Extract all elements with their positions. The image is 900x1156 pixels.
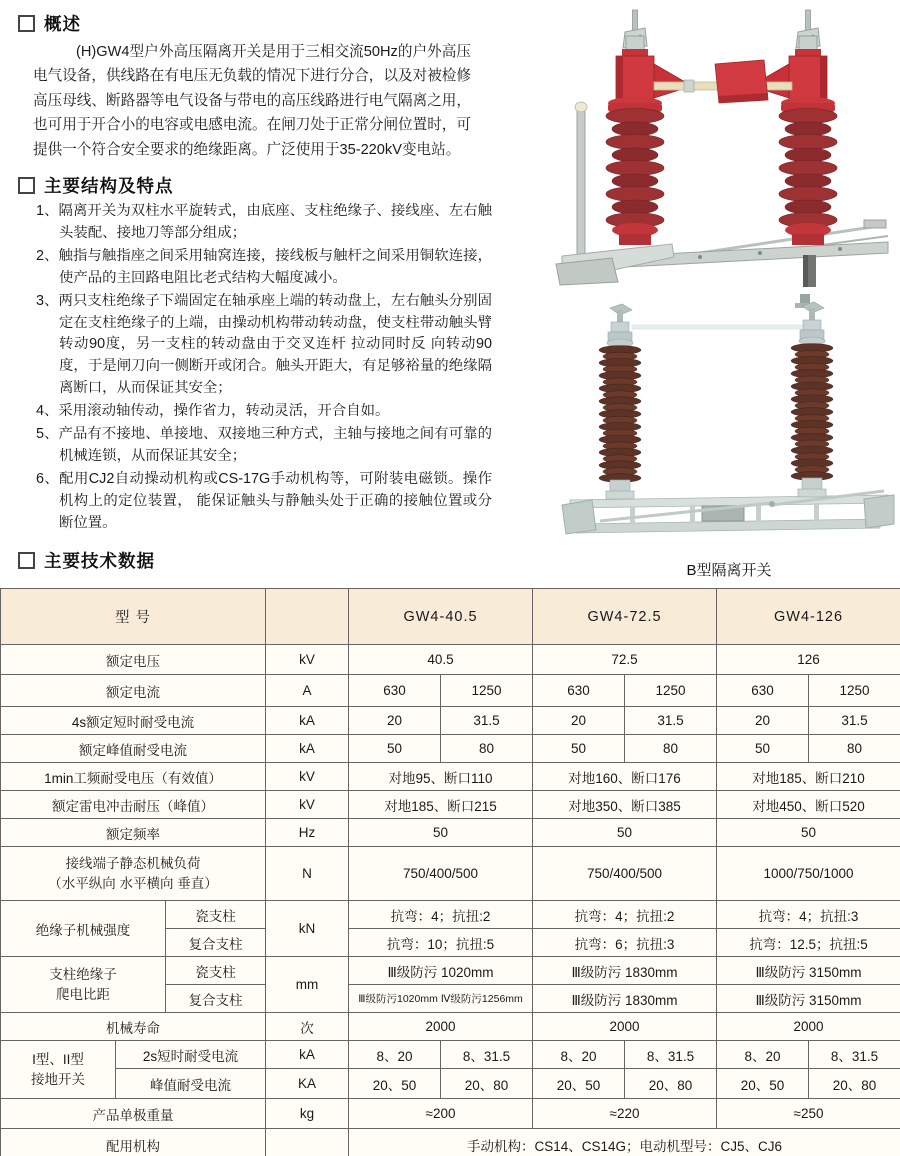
spec-value: 20 (533, 707, 625, 735)
spec-label: 产品单极重量 (1, 1099, 266, 1129)
spec-value: Ⅲ级防污 1830mm (533, 957, 717, 985)
spec-value: 20、50 (717, 1069, 809, 1099)
table-row (1, 1069, 900, 1099)
spec-unit: A (266, 675, 349, 707)
spec-value: 1250 (625, 675, 717, 707)
spec-value: 1000/750/1000 (717, 847, 900, 901)
type-a-switch-photo (550, 6, 900, 288)
spec-label: 4s额定短时耐受电流 (1, 707, 266, 735)
spec-sublabel: 复合支柱 (166, 929, 266, 957)
table-row (1, 735, 900, 763)
top-crossbar (632, 325, 802, 329)
spec-value: 8、20 (717, 1041, 809, 1069)
square-bullet-icon (18, 552, 35, 569)
spec-unit: kV (266, 645, 349, 675)
table-row (1, 675, 900, 707)
feature-item: 3、两只支柱绝缘子下端固定在轴承座上端的转动盘上，左右触头分别固定在支柱绝缘子的上端，由操动机构带动转动盘，使支柱带动触头臂转动90度，另一支柱的转动盘由于交叉连杆 拉动同时反 向转动90度，于是闸刀向一侧断开或闭合。触头开距大，有足够裕量的绝缘隔离断口，从而保证其安全； (36, 292, 492, 397)
spec-value: 750/400/500 (533, 847, 717, 901)
spec-label-line: I型、II型 (32, 1051, 84, 1067)
spec-value: 630 (533, 675, 625, 707)
model-name: GW4-40.5 (349, 589, 533, 645)
spec-label: 配用机构 (1, 1129, 266, 1156)
insulator-column (599, 304, 641, 499)
spec-sublabel: 复合支柱 (166, 985, 266, 1013)
spec-value: 80 (809, 735, 900, 763)
spec-label-line: （水平纵向 水平横向 垂直） (48, 875, 218, 891)
model-name: GW4-126 (717, 589, 900, 645)
spec-sublabel: 2s短时耐受电流 (116, 1041, 266, 1069)
spec-value: 2000 (533, 1013, 717, 1041)
spec-value: 40.5 (349, 645, 533, 675)
spec-value: Ⅲ级防污 3150mm (717, 957, 900, 985)
spec-value: 31.5 (441, 707, 533, 735)
spec-value: 20、80 (441, 1069, 533, 1099)
spec-value: 2000 (349, 1013, 533, 1041)
spec-unit: kA (266, 735, 349, 763)
spec-unit: KA (266, 1069, 349, 1099)
insulator-column (791, 302, 833, 497)
spec-value: 对地95、断口110 (349, 763, 533, 791)
table-row (1, 1129, 900, 1156)
spec-value: 50 (717, 735, 809, 763)
spec-label (1, 847, 266, 901)
feature-item: 1、隔离开关为双柱水平旋转式，由底座、支柱绝缘子、接线座、左右触头装配、接地刀等部分组成； (36, 203, 492, 241)
spec-label: 额定雷电冲击耐压（峰值） (1, 791, 266, 819)
spec-unit: kg (266, 1099, 349, 1129)
spec-value: 50 (349, 819, 533, 847)
feature-item: 4、采用滚动轴传动，操作省力，转动灵活，开合自如。 (36, 403, 390, 420)
spec-value: 抗弯：10；抗扭:5 (349, 929, 533, 957)
spec-label: 额定电流 (1, 675, 266, 707)
spec-label (1, 957, 166, 1013)
spec-value: Ⅲ级防污 1830mm (533, 985, 717, 1013)
spec-value: 抗弯：4；抗扭:2 (349, 901, 533, 929)
spec-value: 1250 (809, 675, 900, 707)
features-list (36, 201, 492, 536)
spec-label: 额定电压 (1, 645, 266, 675)
spec-sublabel: 峰值耐受电流 (116, 1069, 266, 1099)
spec-unit-empty (266, 1129, 349, 1156)
spec-value: 750/400/500 (349, 847, 533, 901)
spec-value: 抗弯：4；抗扭:3 (717, 901, 900, 929)
spec-value: 对地160、断口176 (533, 763, 717, 791)
feature-item: 6、配用CJ2自动操动机构或CS-17G手动机构等，可附装电磁锁。操作机构上的定位装置， 能保证触头与静触头处于正确的接触位置或分断位置。 (36, 470, 492, 531)
spec-value: 126 (717, 645, 900, 675)
table-row (1, 791, 900, 819)
type-b-photo-caption: B型隔离开关 (686, 562, 772, 579)
table-row (1, 1041, 900, 1069)
table-row (1, 589, 900, 645)
table-row (1, 707, 900, 735)
spec-value: 8、31.5 (441, 1041, 533, 1069)
spec-header-unit (266, 589, 349, 645)
spec-value: 20、50 (533, 1069, 625, 1099)
insulator-column (606, 10, 692, 245)
spec-unit: kA (266, 707, 349, 735)
spec-value: 20、80 (625, 1069, 717, 1099)
spec-unit: kV (266, 791, 349, 819)
square-bullet-icon (18, 177, 35, 194)
model-name: GW4-72.5 (533, 589, 717, 645)
spec-value: Ⅲ级防污 3150mm (717, 985, 900, 1013)
spec-unit: 次 (266, 1013, 349, 1041)
spec-value: 8、20 (349, 1041, 441, 1069)
table-row (1, 819, 900, 847)
spec-unit: Hz (266, 819, 349, 847)
spec-value: ≈220 (533, 1099, 717, 1129)
table-row (1, 847, 900, 901)
spec-value: 8、31.5 (625, 1041, 717, 1069)
spec-value: 630 (717, 675, 809, 707)
table-row (1, 1099, 900, 1129)
spec-value: ≈250 (717, 1099, 900, 1129)
spec-value: 50 (349, 735, 441, 763)
spec-value: 50 (717, 819, 900, 847)
spec-value: 630 (349, 675, 441, 707)
spec-value: ≈200 (349, 1099, 533, 1129)
overview-title: 概述 (44, 14, 81, 34)
spec-value: 20、50 (349, 1069, 441, 1099)
spec-label: 机械寿命 (1, 1013, 266, 1041)
spec-value: 20 (717, 707, 809, 735)
spec-label-line: 支柱绝缘子 (49, 966, 117, 982)
spec-value: 抗弯：6；抗扭:3 (533, 929, 717, 957)
spec-label-line: 接线端子静态机械负荷 (65, 855, 201, 871)
tech-data-title: 主要技术数据 (44, 551, 155, 571)
spec-value: 手动机构：CS14、CS14G；电动机型号：CJ5、CJ6 (349, 1129, 900, 1156)
spec-value: 80 (625, 735, 717, 763)
spec-value: Ⅲ级防污1020mm Ⅳ级防污1256mm (349, 985, 533, 1013)
spec-label-line: 爬电比距 (56, 986, 110, 1002)
table-row (1, 901, 900, 929)
spec-value: 对地185、断口210 (717, 763, 900, 791)
spec-value: 80 (441, 735, 533, 763)
spec-label-line: 接地开关 (31, 1071, 85, 1087)
spec-value: 72.5 (533, 645, 717, 675)
spec-unit: kV (266, 763, 349, 791)
spec-value: 20、80 (809, 1069, 900, 1099)
spec-value: 抗弯：12.5；抗扭:5 (717, 929, 900, 957)
spec-label: 绝缘子机械强度 (1, 901, 166, 957)
spec-value: 50 (533, 735, 625, 763)
spec-table (0, 588, 900, 1156)
square-bullet-icon (18, 15, 35, 32)
table-row (1, 1013, 900, 1041)
spec-header-model: 型 号 (1, 589, 266, 645)
spec-value: 31.5 (625, 707, 717, 735)
spec-value: 抗弯：4；抗扭:2 (533, 901, 717, 929)
spec-sublabel: 瓷支柱 (166, 901, 266, 929)
spec-value: 8、31.5 (809, 1041, 900, 1069)
feature-item: 2、触指与触指座之间采用轴窝连接，接线板与触杆之间采用铜软连接，使产品的主回路电阻比老式结构大幅度减小。 (36, 247, 492, 286)
spec-label: 额定峰值耐受电流 (1, 735, 266, 763)
feature-item: 5、产品有不接地、单接地、双接地三种方式，主轴与接地之间有可靠的机械连锁，从而保证其安全； (36, 426, 492, 464)
features-title: 主要结构及特点 (44, 176, 174, 196)
table-row (1, 957, 900, 985)
spec-unit: kN (266, 901, 349, 957)
table-row (1, 645, 900, 675)
spec-value: 31.5 (809, 707, 900, 735)
features-heading (18, 173, 174, 198)
spec-unit: kA (266, 1041, 349, 1069)
spec-value: 1250 (441, 675, 533, 707)
overview-heading (18, 11, 81, 36)
spec-value: 20 (349, 707, 441, 735)
spec-value: 2000 (717, 1013, 900, 1041)
spec-unit: N (266, 847, 349, 901)
spec-value: 8、20 (533, 1041, 625, 1069)
spec-label: 1min工频耐受电压（有效值） (1, 763, 266, 791)
spec-value: 对地185、断口215 (349, 791, 533, 819)
spec-sublabel: 瓷支柱 (166, 957, 266, 985)
spec-unit: mm (266, 957, 349, 1013)
spec-value: Ⅲ级防污 1020mm (349, 957, 533, 985)
table-row (1, 763, 900, 791)
spec-value: 对地350、断口385 (533, 791, 717, 819)
type-b-switch-photo (560, 294, 898, 546)
spec-label (1, 1041, 116, 1099)
tech-data-heading (18, 548, 155, 573)
spec-value: 50 (533, 819, 717, 847)
spec-value: 对地450、断口520 (717, 791, 900, 819)
overview-paragraph: (H)GW4型户外高压隔离开关是用于三相交流50Hz的户外高压电气设备，供线路在有电压无负载的情况下进行分合，以及对被检修高压母线、断路器等电气设备与带电的高压线路进行电气隔离之用，也可用于开合小的电容或电感电流。在闸刀处于正常分闸位置时，可提供一个符合安全要求的绝缘距离。广泛使用于35-220kV变电站。 (33, 44, 471, 158)
insulator-column (751, 10, 837, 245)
spec-label: 额定频率 (1, 819, 266, 847)
